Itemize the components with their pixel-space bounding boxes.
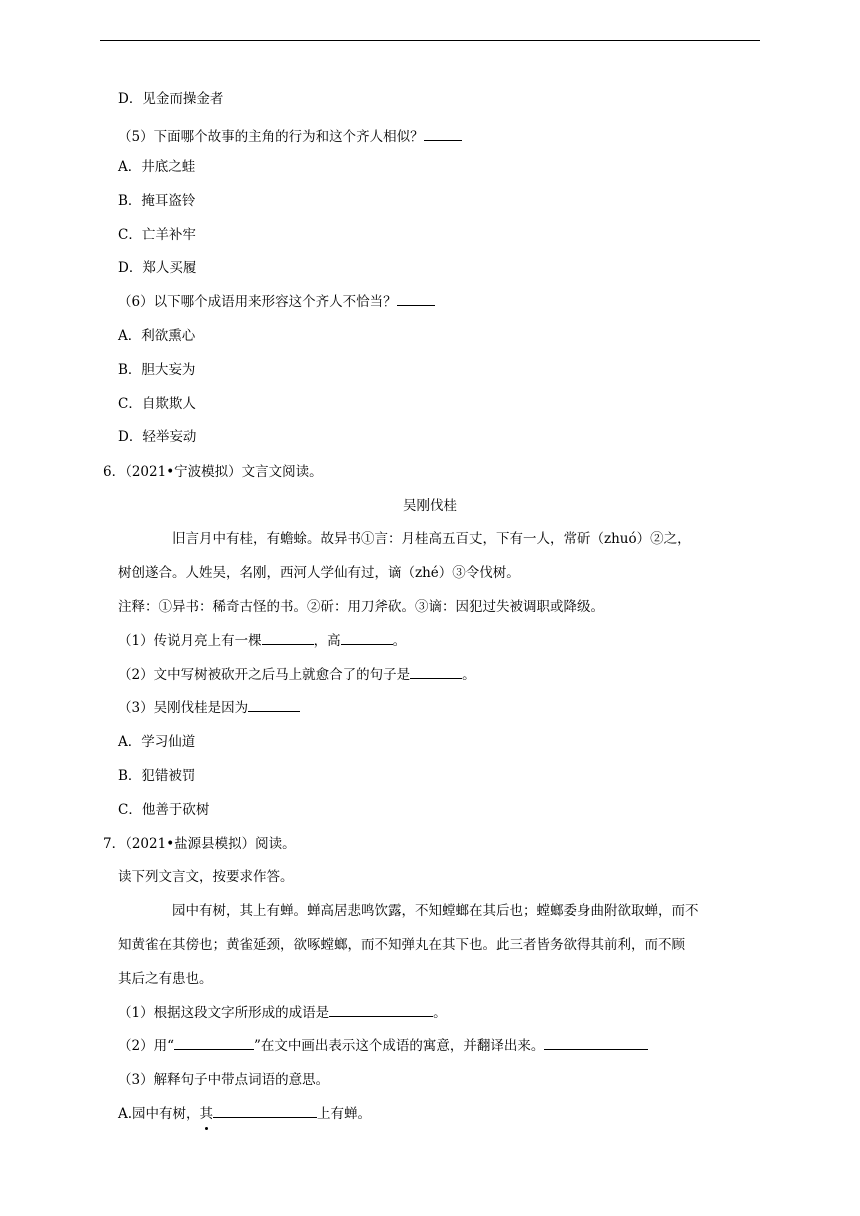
question-6	[118, 292, 435, 312]
dotted-word: 其	[199, 1106, 214, 1122]
problem-7-header: 7．（2021•盐源县模拟）阅读。	[103, 836, 296, 852]
passage-title: 吴刚伐桂	[403, 498, 457, 514]
answer-blank[interactable]	[424, 127, 462, 141]
q6-option-a: A．利欲熏心	[118, 328, 196, 344]
p7-question-3: （3）解释句子中带点词语的意思。	[118, 1072, 330, 1088]
q6-option-c: C．自欺欺人	[118, 396, 196, 412]
question-5	[118, 127, 462, 147]
question-5-prompt: （5）下面哪个故事的主角的行为和这个齐人相似？	[118, 129, 424, 145]
p7-question-2	[118, 1036, 648, 1056]
question-text: 。	[392, 633, 407, 649]
passage-line: 知黄雀在其傍也；黄雀延颈，欲啄螳螂，而不知弹丸在其下也。此三者皆务欲得其前利，而不顾	[118, 937, 685, 953]
p6-option-b: B．犯错被罚	[118, 768, 196, 784]
q5-option-c: C．亡羊补牢	[118, 227, 196, 243]
annotation: 注释：①异书：稀奇古怪的书。②斫：用刀斧砍。③谪：因犯过失被调职或降级。	[118, 599, 604, 615]
question-text: （2）文中写树被砍开之后马上就愈合了的句子是	[118, 667, 411, 683]
option-d: D．见金而操金者	[118, 91, 224, 107]
p6-option-c: C．他善于砍树	[118, 802, 210, 818]
q6-option-b: B．胆大妄为	[118, 362, 196, 378]
q5-option-a: A．井底之蛙	[118, 159, 196, 175]
question-text: 。	[433, 1005, 447, 1021]
passage-line: 园中有树，其上有蝉。蝉高居悲鸣饮露，不知螳螂在其后也；螳螂委身曲附欲取蝉，而不	[172, 903, 699, 919]
question-text: 。	[462, 667, 476, 683]
question-text: （3）吴刚伐桂是因为	[118, 700, 249, 716]
passage-line: 树创遂合。人姓吴，名刚，西河人学仙有过，谪（zhé）③令伐树。	[118, 565, 520, 581]
instruction: 读下列文言文，按要求作答。	[118, 869, 294, 885]
question-text: A.园中有树，	[118, 1106, 200, 1122]
answer-blank[interactable]	[410, 665, 462, 679]
answer-blank[interactable]	[248, 698, 300, 712]
passage-line: 旧言月中有桂，有蟾蜍。故异书①言：月桂高五百丈，下有一人，常斫（zhuó）②之，	[172, 531, 691, 547]
passage-line: 其后之有患也。	[118, 971, 213, 987]
q5-option-d: D．郑人买履	[118, 260, 197, 276]
answer-blank[interactable]	[213, 1104, 317, 1118]
question-6-prompt: （6）以下哪个成语用来形容这个齐人不恰当？	[118, 294, 397, 310]
header-rule	[100, 40, 760, 41]
answer-blank[interactable]	[397, 292, 435, 306]
q6-option-d: D．轻举妄动	[118, 429, 197, 445]
question-text: ”在文中画出表示这个成语的寓意，并翻译出来。	[254, 1038, 545, 1054]
problem-6-header: 6．（2021•宁波模拟）文言文阅读。	[103, 464, 323, 480]
question-text: 上有蝉。	[317, 1106, 372, 1122]
p7-question-a	[118, 1104, 371, 1124]
q5-option-b: B．掩耳盗铃	[118, 193, 196, 209]
question-text: （1）传说月亮上有一棵	[118, 633, 262, 649]
question-text: （1）根据这段文字所形成的成语是	[118, 1005, 330, 1021]
question-text: ，高	[313, 633, 341, 649]
answer-blank[interactable]	[262, 631, 314, 645]
answer-blank[interactable]	[544, 1036, 648, 1050]
p6-option-a: A．学习仙道	[118, 734, 196, 750]
answer-blank[interactable]	[329, 1003, 433, 1017]
question-text: （2）用“	[118, 1038, 174, 1054]
mark-blank[interactable]	[174, 1036, 254, 1050]
p6-question-1	[118, 631, 406, 651]
answer-blank[interactable]	[341, 631, 393, 645]
p6-question-2	[118, 665, 476, 685]
p6-question-3	[118, 698, 300, 718]
p7-question-1	[118, 1003, 447, 1023]
